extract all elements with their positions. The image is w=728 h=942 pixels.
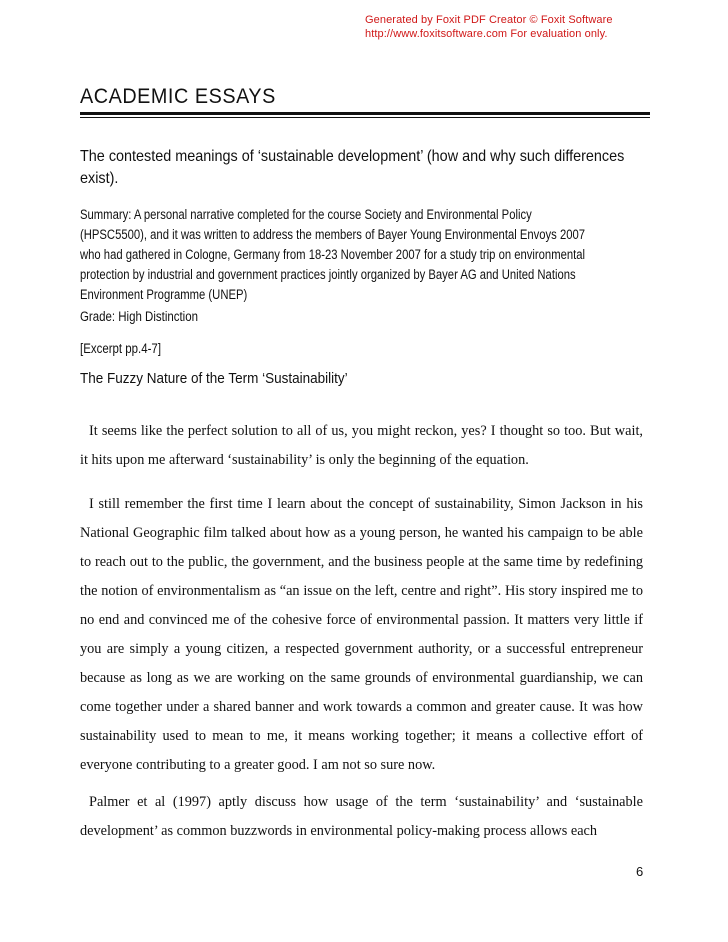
- essay-title: The contested meanings of ‘sustainable development’ (how and why such differences exist).: [80, 148, 625, 187]
- page-number: 6: [636, 864, 644, 879]
- heading-rule: [80, 112, 650, 115]
- watermark-line-1: Generated by Foxit PDF Creator © Foxit Software: [365, 14, 613, 26]
- body-paragraph-3: Palmer et al (1997) aptly discuss how usage of the term ‘sustainability’ and ‘sustainable development’ as common buzzwords in environmental policy-making process allows each: [80, 794, 643, 839]
- essay-grade: Grade: High Distinction: [80, 309, 198, 324]
- body-paragraph-2: I still remember the first time I learn about the concept of sustainability, Simon Jackson in his National Geographic film talked about how as a young person, he wanted his campaign to be able to reach out to the public, the government, and the business people at the same time by redefining the notion of environmentalism as “an issue on the left, centre and right”. His story inspired me to no end and convinced me of the cohesive force of environmental passion. It matters very little if you are simply a young citizen, a respected government authority, or a successful entrepreneur because as long as we are working on the same grounds of environmental guardianship, we can come together under a shared banner and work towards a common and greater cause. It was how sustainability used to mean to me, it means working together; it means a collective effort of everyone contributing to a greater good. I am not so sure now.: [80, 496, 643, 773]
- essay-summary: Summary: A personal narrative completed for the course Society and Environmental Policy (HPSC5500), and it was written to address the members of Bayer Young Environmental Envoys 2007 who had gathered in Cologne, Germany from 18-23 November 2007 for a study trip on environmental protection by industrial and government practices jointly organized by Bayer AG and United Nations Environment Programme (UNEP): [80, 207, 586, 302]
- section-title: The Fuzzy Nature of the Term ‘Sustainability’: [80, 370, 348, 387]
- heading-rule-thin: [80, 117, 650, 118]
- body-paragraph-1: It seems like the perfect solution to all of us, you might reckon, yes? I thought so too. But wait, it hits upon me afterward ‘sustainability’ is only the beginning of the equation.: [80, 423, 643, 468]
- page-heading: ACADEMIC ESSAYS: [80, 84, 276, 108]
- essay-excerpt-range: [Excerpt pp.4-7]: [80, 341, 162, 356]
- watermark-line-2: http://www.foxitsoftware.com For evaluation only.: [365, 28, 608, 40]
- foxit-watermark: [365, 13, 613, 41]
